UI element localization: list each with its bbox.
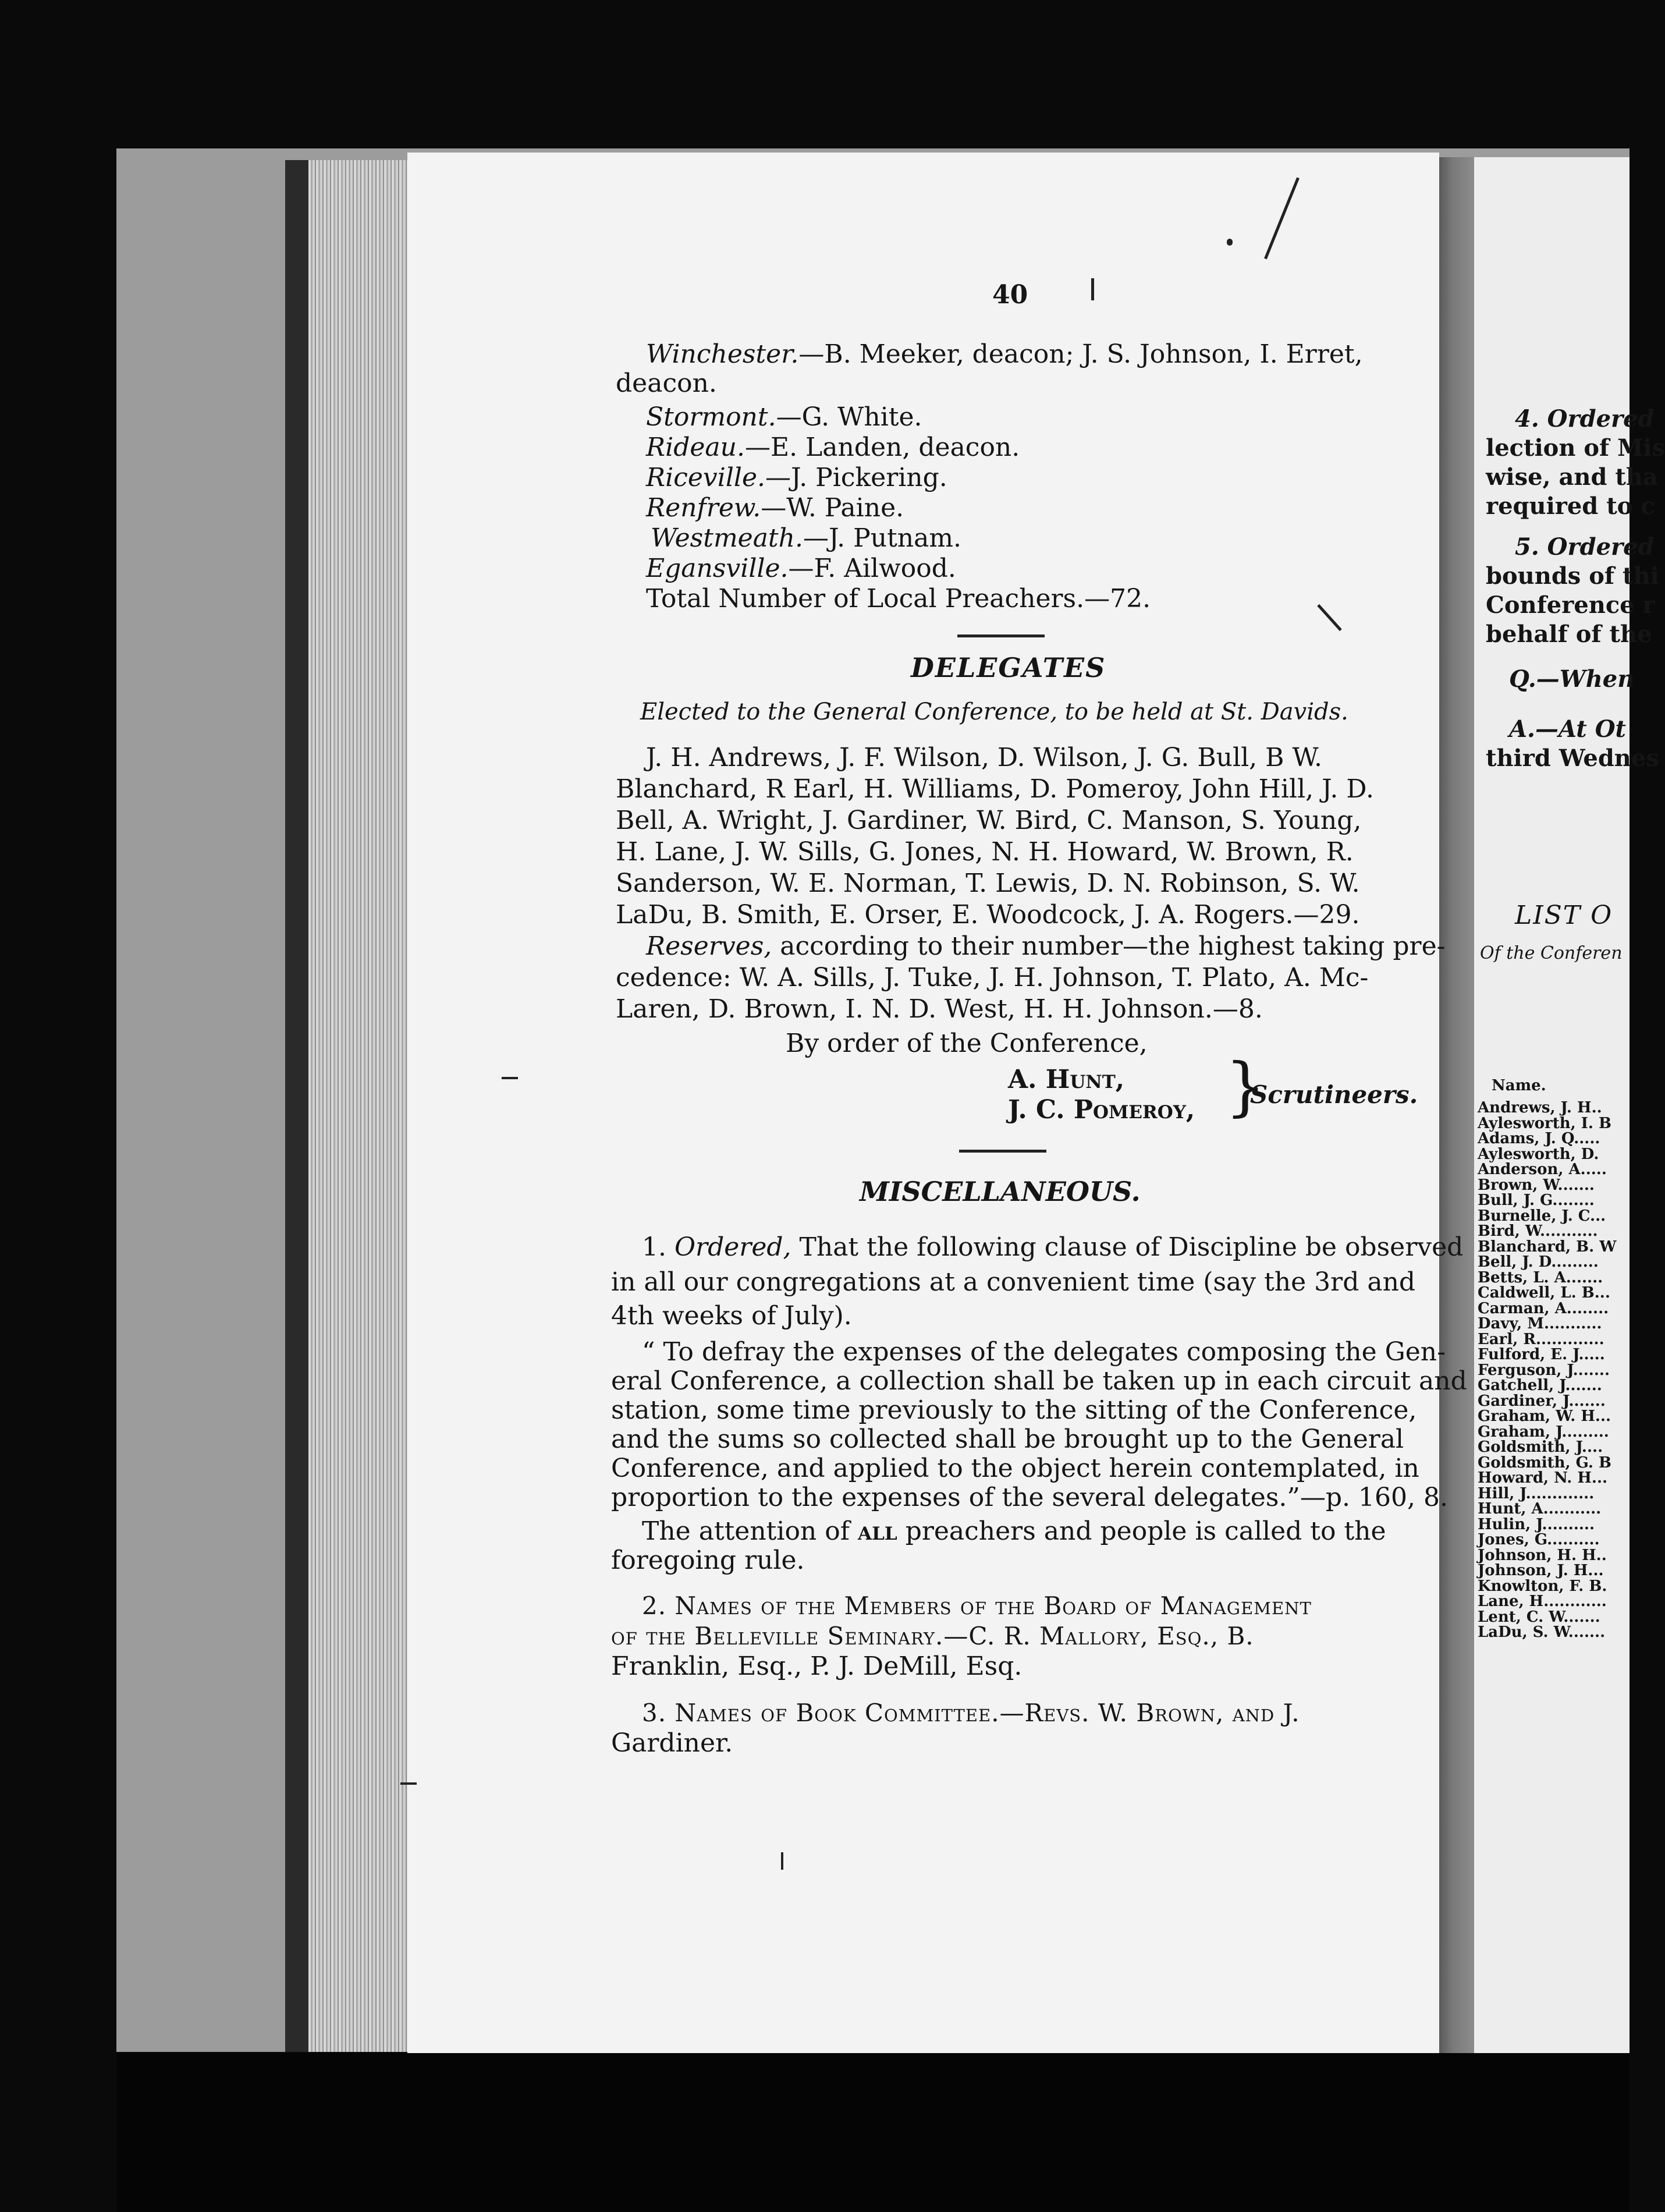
right-page-line: A.—At Ot	[1509, 715, 1627, 743]
list-item: Jones, G..........	[1478, 1531, 1600, 1548]
list-item: Adams, J. Q.....	[1478, 1130, 1600, 1147]
misc-item-text: That the following clause of Discipline be observed	[791, 1232, 1464, 1262]
name-column-header: Name.	[1492, 1077, 1546, 1094]
list-item: Graham, J.........	[1478, 1423, 1609, 1441]
book-gutter	[1439, 157, 1474, 2053]
misc-item-3-line: 3. Names of Book Committee.—Revs. W. Brown, and J.	[642, 1699, 1300, 1727]
misc-item-3-line: Gardiner.	[611, 1728, 733, 1758]
scrutineer-name: A. Hunt,	[1008, 1065, 1125, 1094]
list-item: Bird, W...........	[1478, 1222, 1598, 1240]
list-item: Lent, C. W.......	[1478, 1608, 1600, 1626]
quote-line: “ To defray the expenses of the delegates composing the Gen-	[642, 1337, 1446, 1367]
scrutineer-brace: }	[1225, 1049, 1266, 1123]
local-preacher-line	[651, 524, 961, 553]
list-item: Johnson, H. H..	[1478, 1546, 1607, 1564]
miscellaneous-heading: MISCELLANEOUS.	[860, 1176, 1141, 1207]
preacher-names: —E. Landen, deacon.	[744, 433, 1020, 462]
list-item: Gardiner, J.......	[1478, 1392, 1606, 1410]
right-page-line: 5. Ordered	[1515, 533, 1655, 561]
quote-line: and the sums so collected shall be brought up to the General	[611, 1424, 1404, 1454]
list-item: Aylesworth, I. B	[1478, 1114, 1611, 1132]
scrutineers-label: Scrutineers.	[1250, 1080, 1418, 1109]
page-number: 40	[992, 280, 1028, 310]
bottom-band	[116, 2053, 1630, 2212]
list-item: Fulford, E. J.....	[1478, 1346, 1605, 1363]
delegate-names-line: Bell, A. Wright, J. Gardiner, W. Bird, C. Manson, S. Young,	[616, 806, 1362, 835]
misc-item-1	[642, 1233, 1463, 1262]
list-subheading: Of the Conferen	[1480, 943, 1623, 963]
misc-item-2-line: Franklin, Esq., P. J. DeMill, Esq.	[611, 1651, 1023, 1681]
pencil-mark	[1091, 278, 1094, 300]
list-item: Burnelle, J. C...	[1478, 1207, 1606, 1225]
by-order-line: By order of the Conference,	[786, 1029, 1148, 1058]
list-item: Blanchard, B. W	[1478, 1238, 1617, 1256]
circuit-name: Rideau.	[646, 433, 745, 462]
local-preacher-line	[646, 554, 956, 583]
circuit-name: Westmeath.	[651, 523, 803, 553]
local-preacher-line	[646, 433, 1020, 462]
right-page-line: lection of Mis	[1486, 434, 1665, 462]
list-item: Lane, H............	[1478, 1593, 1607, 1610]
delegate-names-line: J. H. Andrews, J. F. Wilson, D. Wilson, J. G. Bull, B W.	[646, 743, 1322, 772]
delegate-names-line: Sanderson, W. E. Norman, T. Lewis, D. N. Robinson, S. W.	[616, 869, 1360, 898]
list-item: Bell, J. D.........	[1478, 1253, 1599, 1271]
total-local-preachers: Total Number of Local Preachers.—72.	[646, 584, 1151, 614]
attention-line: foregoing rule.	[611, 1545, 805, 1575]
delegates-heading: DELEGATES	[911, 652, 1106, 683]
pencil-mark	[1227, 239, 1233, 246]
list-item: Earl, R.............	[1478, 1330, 1604, 1348]
preacher-names: —J. Putnam.	[803, 523, 962, 553]
right-page-line: third Wednes	[1486, 745, 1659, 772]
local-preacher-line	[616, 369, 717, 398]
list-item: Johnson, J. H...	[1478, 1562, 1604, 1579]
list-item: Carman, A........	[1478, 1299, 1609, 1317]
misc-item-1-line: 4th weeks of July).	[611, 1301, 852, 1331]
reserves-line: Laren, D. Brown, I. N. D. West, H. H. Johnson.—8.	[616, 994, 1263, 1024]
misc-item-number: 1.	[642, 1232, 666, 1262]
delegate-names-line: LaDu, B. Smith, E. Orser, E. Woodcock, J. A. Rogers.—29.	[616, 900, 1360, 930]
attention-line	[642, 1517, 1386, 1546]
preacher-names: —J. Pickering.	[765, 463, 947, 492]
delegates-subheading: Elected to the General Conference, to be held at St. Davids.	[640, 699, 1348, 725]
right-page-line: Q.—When	[1509, 665, 1635, 693]
quote-line: eral Conference, a collection shall be taken up in each circuit and	[611, 1366, 1467, 1396]
right-page-content	[1474, 157, 1665, 2053]
misc-item-1-line: in all our congregations at a convenient time (say the 3rd and	[611, 1267, 1416, 1297]
right-page-line: behalf of the	[1486, 621, 1652, 648]
list-item: LaDu, S. W.......	[1478, 1623, 1606, 1641]
circuit-name: Winchester.	[646, 339, 799, 369]
scrutineer-name: J. C. Pomeroy,	[1008, 1095, 1195, 1125]
circuit-name: Renfrew.	[646, 493, 761, 523]
list-heading: LIST O	[1515, 901, 1613, 930]
list-item: Howard, N. H...	[1478, 1469, 1608, 1487]
circuit-name: Stormont.	[646, 402, 776, 432]
reserves-label: Reserves,	[646, 931, 772, 961]
pencil-mark	[502, 1077, 518, 1079]
list-item: Betts, L. A.......	[1478, 1268, 1603, 1286]
list-item: Davy, M...........	[1478, 1315, 1602, 1332]
quote-line: proportion to the expenses of the several delegates.”—p. 160, 8.	[611, 1483, 1448, 1512]
list-item: Caldwell, L. B...	[1478, 1284, 1610, 1302]
list-item: Goldsmith, G. B	[1478, 1454, 1612, 1472]
right-page-line: wise, and tha	[1486, 463, 1658, 491]
circuit-name: Riceville.	[646, 463, 765, 492]
list-item: Ferguson, J.......	[1478, 1361, 1610, 1379]
pencil-mark	[400, 1782, 417, 1785]
preacher-names: —F. Ailwood.	[788, 554, 956, 583]
list-item: Bull, J. G........	[1478, 1192, 1595, 1209]
preacher-names: deacon.	[616, 368, 717, 398]
circuit-name: Egansville.	[646, 554, 789, 583]
local-preacher-line	[646, 494, 904, 523]
section-rule	[957, 634, 1045, 637]
all-emphasis: all	[858, 1516, 897, 1546]
section-rule	[959, 1150, 1046, 1153]
list-item: Hunt, A...........	[1478, 1500, 1602, 1518]
reserves-line	[646, 932, 1446, 961]
list-item: Andrews, J. H..	[1478, 1099, 1602, 1116]
ordered-label: Ordered,	[674, 1232, 791, 1262]
list-item: Gatchell, J.......	[1478, 1377, 1602, 1394]
list-item: Hill, J.............	[1478, 1484, 1595, 1502]
right-page-line: Conference r	[1486, 591, 1655, 619]
delegate-names-line: H. Lane, J. W. Sills, G. Jones, N. H. Howard, W. Brown, R.	[616, 837, 1354, 867]
list-item: Aylesworth, D.	[1478, 1145, 1599, 1163]
attention-text: preachers and people is called to the	[905, 1516, 1386, 1546]
misc-item-2-line: 2. Names of the Members of the Board of Management	[642, 1591, 1312, 1620]
right-page-line: 4. Ordered	[1515, 405, 1655, 433]
reserves-line: cedence: W. A. Sills, J. Tuke, J. H. Johnson, T. Plato, A. Mc-	[616, 963, 1369, 992]
preacher-names: —G. White.	[776, 402, 922, 432]
list-item: Brown, W.......	[1478, 1176, 1595, 1194]
pencil-mark	[781, 1852, 783, 1870]
misc-item-2-line: of the Belleville Seminary.—C. R. Mallory, Esq., B.	[611, 1622, 1254, 1650]
preacher-names: —W. Paine.	[761, 493, 904, 523]
preacher-names: —B. Meeker, deacon; J. S. Johnson, I. Erret,	[798, 339, 1363, 369]
list-item: Knowlton, F. B.	[1478, 1577, 1607, 1595]
delegate-names-line: Blanchard, R Earl, H. Williams, D. Pomeroy, John Hill, J. D.	[616, 774, 1375, 804]
right-page-line: required to c	[1486, 492, 1655, 520]
list-item: Goldsmith, J....	[1478, 1438, 1603, 1456]
attention-text: The attention of	[642, 1516, 850, 1546]
right-page-line: bounds of thi	[1486, 562, 1659, 590]
local-preacher-line	[646, 463, 947, 492]
quote-line: Conference, and applied to the object herein contemplated, in	[611, 1454, 1419, 1483]
list-item: Anderson, A.....	[1478, 1161, 1607, 1178]
local-preacher-line	[646, 403, 922, 432]
local-preacher-line	[646, 340, 1363, 369]
list-item: Hulin, J..........	[1478, 1515, 1595, 1533]
quote-line: station, some time previously to the sitting of the Conference,	[611, 1395, 1417, 1425]
reserves-text: according to their number—the highest taking pre-	[772, 931, 1446, 961]
list-item: Graham, W. H...	[1478, 1408, 1611, 1425]
